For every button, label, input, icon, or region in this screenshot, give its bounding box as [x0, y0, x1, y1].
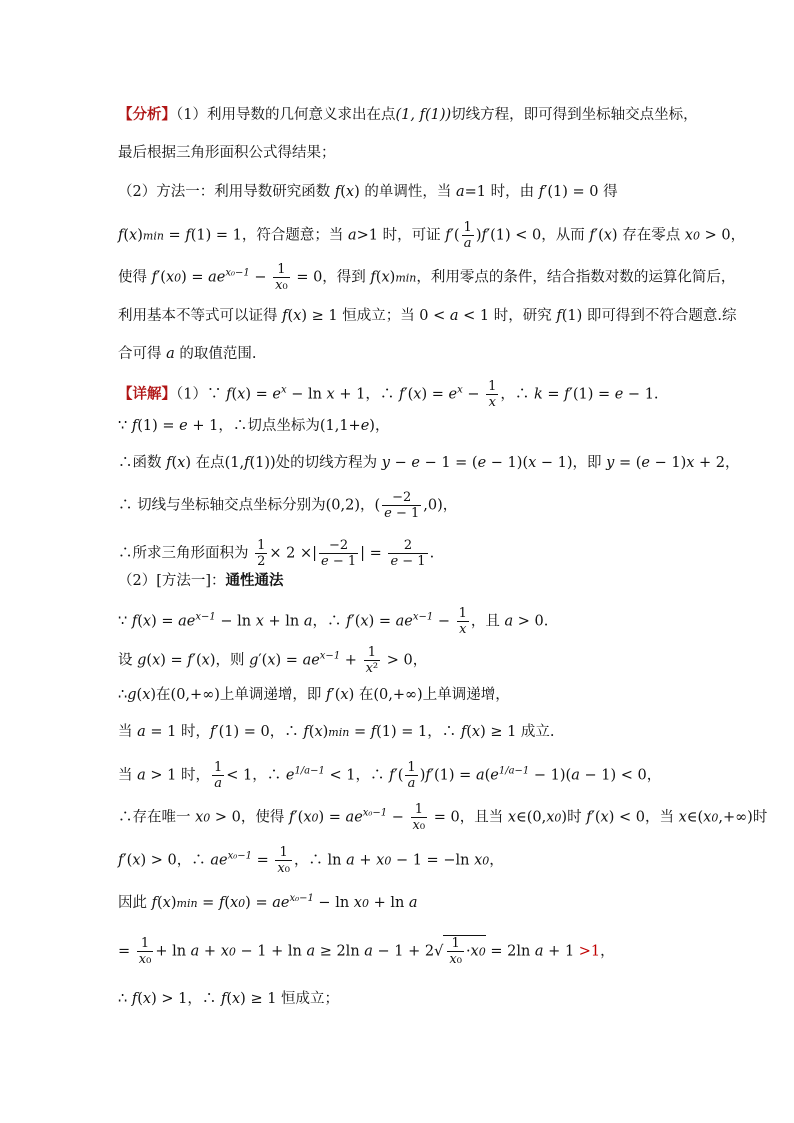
detail-line-4: ∴ 切线与坐标轴交点坐标分别为(0,2)，( $\frac{-2}{e - 1}$ ,0)，: [118, 490, 458, 521]
method-line-10: ∴ f(x) > 1，∴ f(x) ≥ 1 恒成立；: [118, 991, 340, 1007]
analysis-tag: 【分析】: [118, 106, 176, 123]
method-line-9: = $\frac{1}{\text{x₀}}$ + ln a + x0 − 1 + ln a ≥ 2ln a − 1 + 2√ $\frac{1}{\text{x₀}}$ ·x0 = 2ln a + 1 >1，: [118, 936, 615, 967]
detail-line-1: 【详解】（1）∵ $f(x) = e^x - \ln x + 1$，∴ $f'(x) = e^x$ − $\frac{1}{x}$ ，∴ k = f′(1) = e − 1.: [118, 379, 659, 410]
method-line-6: ∴存在唯一 x0 > 0，使得 $f'(x0) = ae^{x_0-1}$ − $\frac{1}{\text{x₀}}$ = 0，且当 x∈(0,x0)时 f′(x) < 0，当 x∈(x0,+∞)时: [118, 802, 768, 833]
method-line-2: 设 g(x) = f′(x)，则 $g'(x) = ae^{x-1}$ + $\frac{1}{\text{x²}}$ > 0，: [118, 645, 428, 676]
method-line-5: 当 a > 1 时， $\frac{1}{a}$ < 1，∴ $e^{1/a-1} < 1$，∴ f′( $\frac{1}{a}$ )$f'(1) = a(e^{1/a-1} - 1)(a - 1) < 0$，: [118, 760, 662, 791]
method-line-1: ∵ $f(x) = ae^{x-1} - \ln x + \ln a$，∴ $f'(x) = ae^{x-1}$ − $\frac{1}{x}$ ，且 a > 0.: [118, 606, 549, 637]
analysis-line-2: 最后根据三角形面积公式得结果；: [118, 145, 336, 161]
method-line-3: ∴g(x)在(0,+∞)上单调递增，即 f′(x) 在(0,+∞)上单调递增，: [118, 687, 510, 703]
method-line-7: f′(x) > 0，∴ $ae^{x_0-1}$ = $\frac{1}{\text{x₀}}$ ，∴ ln a + x0 − 1 = −ln x0，: [118, 845, 504, 876]
detail-line-5: ∴所求三角形面积为 $\frac{1}{2}$ × 2 ×| $\frac{-2}{e - 1}$ | = $\frac{2}{e - 1}$ .: [118, 538, 435, 569]
analysis-line-1: 【分析】（1）利用导数的几何意义求出在点(1, f(1))切线方程，即可得到坐标轴交点坐标，: [118, 106, 698, 123]
method-one-heading: （2）[方法一]：通性通法: [118, 572, 284, 589]
analysis-line-7: 合可得 a 的取值范围.: [118, 346, 257, 362]
method-line-4: 当 a = 1 时，f′(1) = 0，∴ f(x)min = f(1) = 1，∴ f(x) ≥ 1 成立.: [118, 724, 555, 740]
analysis-line-6: 利用基本不等式可以证得 f(x) ≥ 1 恒成立；当 0 < a < 1 时，研究 f(1) 即可得到不符合题意.综: [118, 308, 737, 324]
text: （1）利用导数的几何意义求出在点: [176, 107, 396, 123]
analysis-line-3: （2）方法一：利用导数研究函数 f(x) 的单调性，当 a=1 时，由 f′(1) = 0 得: [118, 184, 618, 200]
method-line-8: 因此 $f(x)\min = f(x0) = ae^{x_0-1} - \ln x0 + \ln a$: [118, 893, 418, 911]
detail-line-3: ∴函数 f(x) 在点(1,f(1))处的切线方程为 y − e − 1 = (e − 1)(x − 1)，即 y = (e − 1)x + 2，: [118, 455, 740, 471]
analysis-line-5: 使得 $f'(x0) = ae^{x_0-1}$ − $\frac{1}{\text{x₀}}$ = 0，得到 f(x)min，利用零点的条件，结合指数对数的运算化简后，: [118, 262, 736, 293]
analysis-line-4: f(x)min = f(1) = 1，符合题意；当 a>1 时，可证 f′( $\frac{1}{a}$ )f′(1) < 0，从而 f′(x) 存在零点 x0 > 0，: [118, 220, 746, 251]
detail-line-2: ∵ f(1) = e + 1，∴切点坐标为(1,1+e)，: [118, 418, 390, 434]
detail-tag: 【详解】: [118, 385, 176, 403]
